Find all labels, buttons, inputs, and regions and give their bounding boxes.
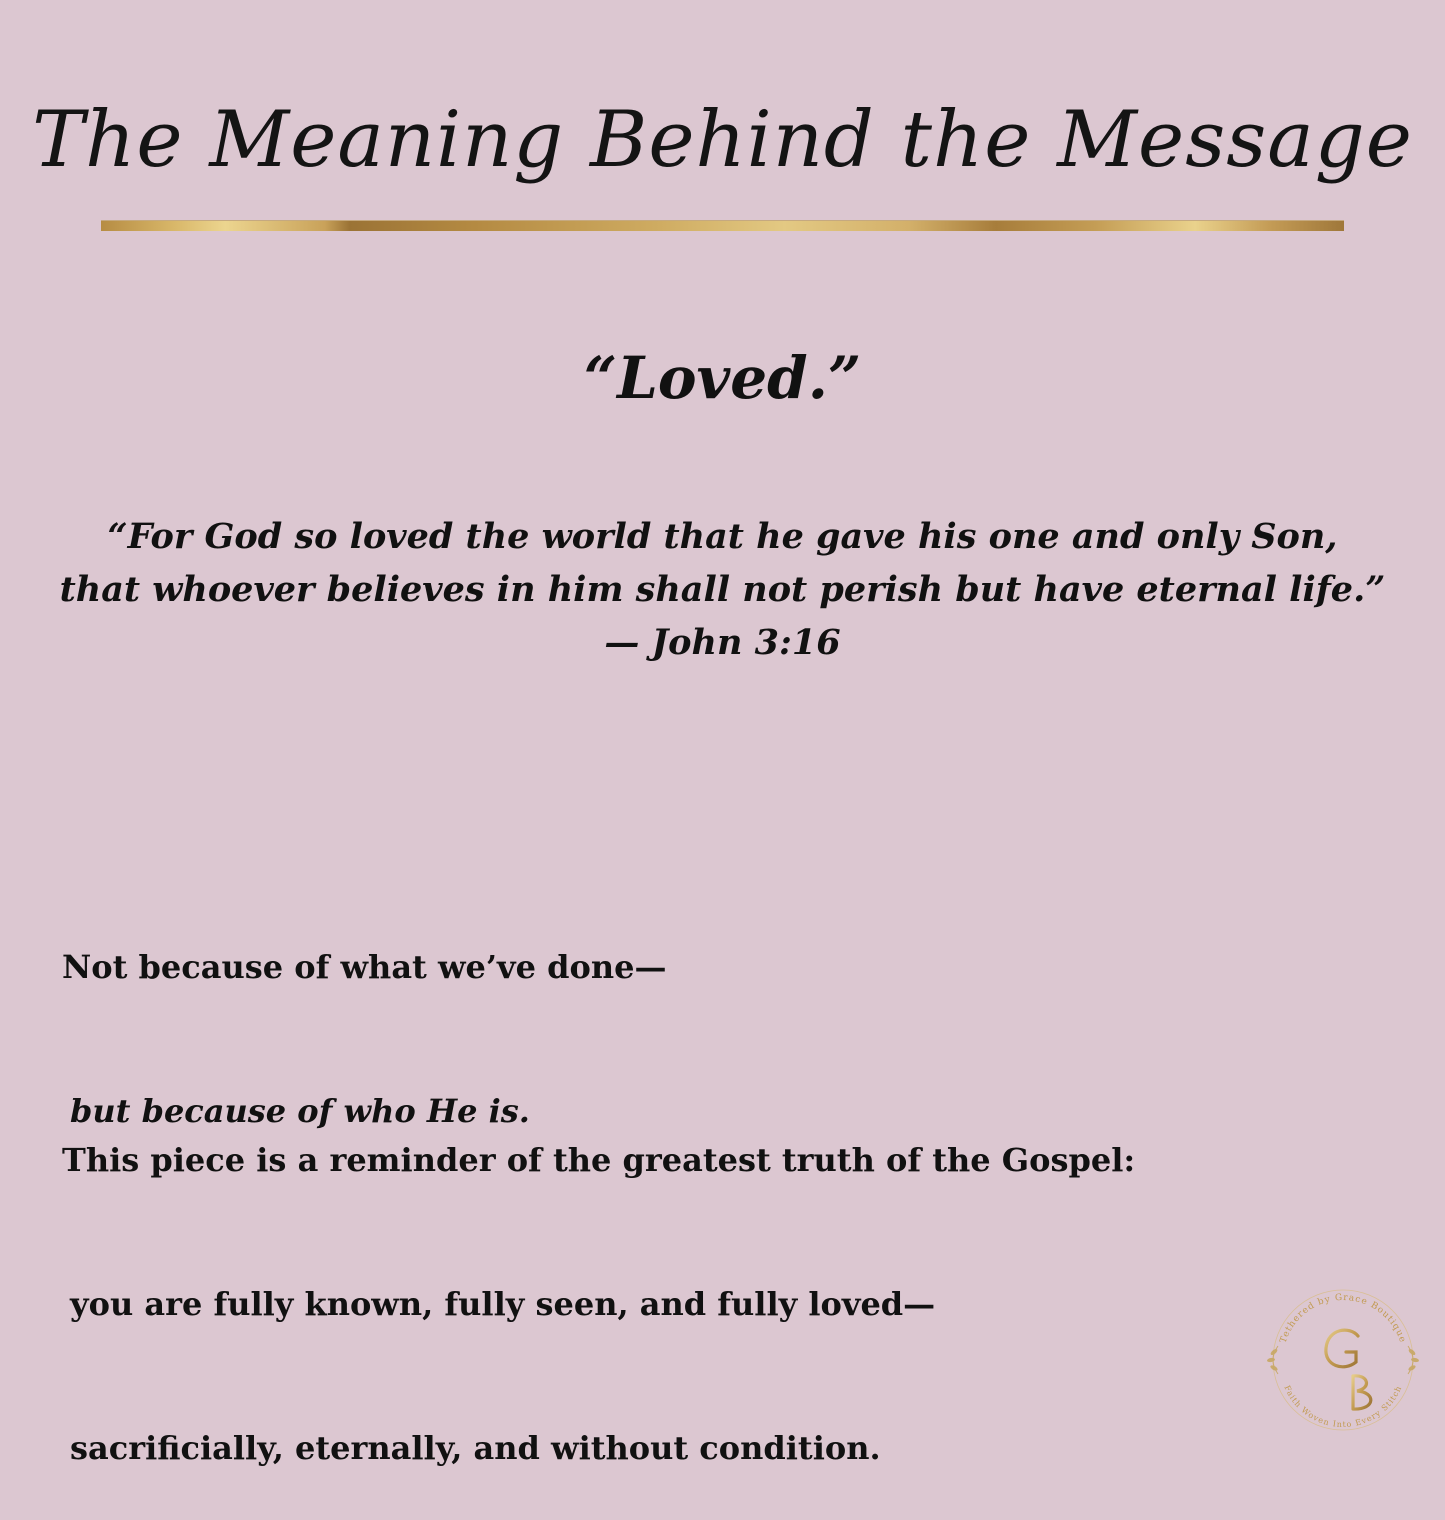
brand-logo [1258,1284,1428,1434]
paragraph1-line1: Not because of what we’ve done— [62,948,667,986]
logo-laurel-left [1267,1346,1279,1374]
logo-arc-top-text: Tethered by Grace Boutique [1278,1292,1408,1345]
paragraph2-line1: This piece is a reminder of the greatest truth of the Gospel: [62,1141,1136,1179]
gold-divider [101,220,1344,231]
scripture-quote [0,510,1445,669]
verse-reference: — John 3:16 [604,622,841,663]
paragraph-reminder [62,1040,1135,1520]
verse-line-1: “For God so loved the world that he gave his one and only Son, [107,516,1338,557]
paragraph2-line2: you are fully known, fully seen, and fully loved— [70,1285,936,1323]
page-title: The Meaning Behind the Message [32,95,1413,185]
logo-laurel-right [1408,1346,1420,1374]
verse-line-2: that whoever believes in him shall not perish but have eternal life.” [59,569,1386,610]
logo-monogram [1320,1324,1371,1409]
paragraph1-line2: but because of who He is. [70,1092,530,1130]
headline-loved: “Loved.” [583,344,862,412]
logo-arc-bottom-text: Faith Woven Into Every Stitch [1282,1384,1404,1430]
paragraph2-line3: sacrificially, eternally, and without condition. [70,1429,881,1467]
